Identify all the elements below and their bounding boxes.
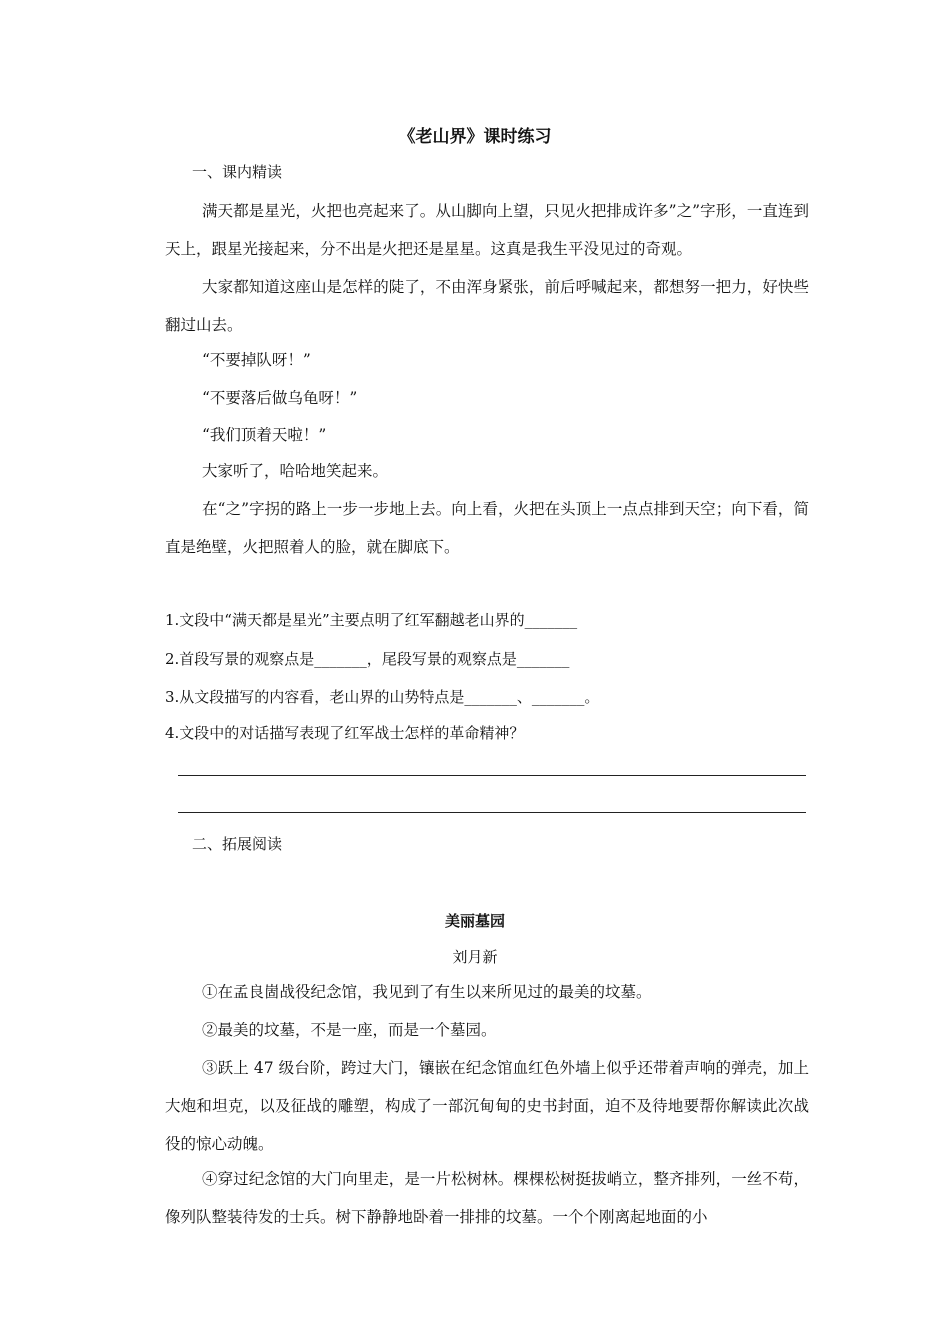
question-4: 4.文段中的对话描写表现了红军战士怎样的革命精神？ [165,724,525,742]
paragraph-2: 大家都知道这座山是怎样的陡了，不由浑身紧张，前后呼喊起来，都想努一把力，好快些翻过山去。 [165,278,809,334]
answer-line [178,812,806,813]
answer-line [178,775,806,776]
question-3: 3.从文段描写的内容看，老山界的山势特点是_______、_______。 [165,688,600,706]
question-1: 1.文段中“满天都是星光”主要点明了红军翻越老山界的_______ [165,611,578,629]
reading-paragraph-2: ②最美的坟墓，不是一座，而是一个墓园。 [202,1021,497,1039]
reading-paragraph-1: ①在孟良崮战役纪念馆，我见到了有生以来所见过的最美的坟墓。 [202,983,652,1001]
section-heading-1: 一、课内精读 [192,163,283,181]
paragraph-4: 在“之”字拐的路上一步一步地上去。向上看，火把在头顶上一点点排到天空；向下看，简直是绝壁，火把照着人的脸，就在脚底下。 [165,500,809,556]
reading-author: 刘月新 [452,948,498,966]
dialogue-line-2: “不要落后做乌龟呀！” [202,389,358,407]
reading-paragraph-4: ④穿过纪念馆的大门向里走，是一片松树林。棵棵松树挺拔峭立，整齐排列，一丝不苟，像列队整装待发的士兵。树下静静地卧着一排排的坟墓。一个个刚离起地面的小 [165,1170,809,1226]
dialogue-line-3: “我们顶着天啦！” [202,426,327,444]
reading-title: 美丽墓园 [444,912,505,930]
dialogue-line-1: “不要掉队呀！” [202,351,311,369]
section-heading-2: 二、拓展阅读 [192,835,283,853]
question-2: 2.首段写景的观察点是_______，尾段写景的观察点是_______ [165,650,570,668]
paragraph-1: 满天都是星光，火把也亮起来了。从山脚向上望，只见火把排成许多”之”字形，一直连到天上，跟星光接起来，分不出是火把还是星星。这真是我生平没见过的奇观。 [165,202,809,258]
reading-paragraph-3: ③跃上 47 级台阶，跨过大门，镶嵌在纪念馆血红色外墙上似乎还带着声响的弹壳，加上大炮和坦克，以及征战的雕塑，构成了一部沉甸甸的史书封面，迫不及待地要帮你解读此次战役的惊心动魄。 [165,1059,809,1153]
paragraph-3: 大家听了，哈哈地笑起来。 [202,462,389,480]
document-title: 《老山界》课时练习 [398,127,552,147]
